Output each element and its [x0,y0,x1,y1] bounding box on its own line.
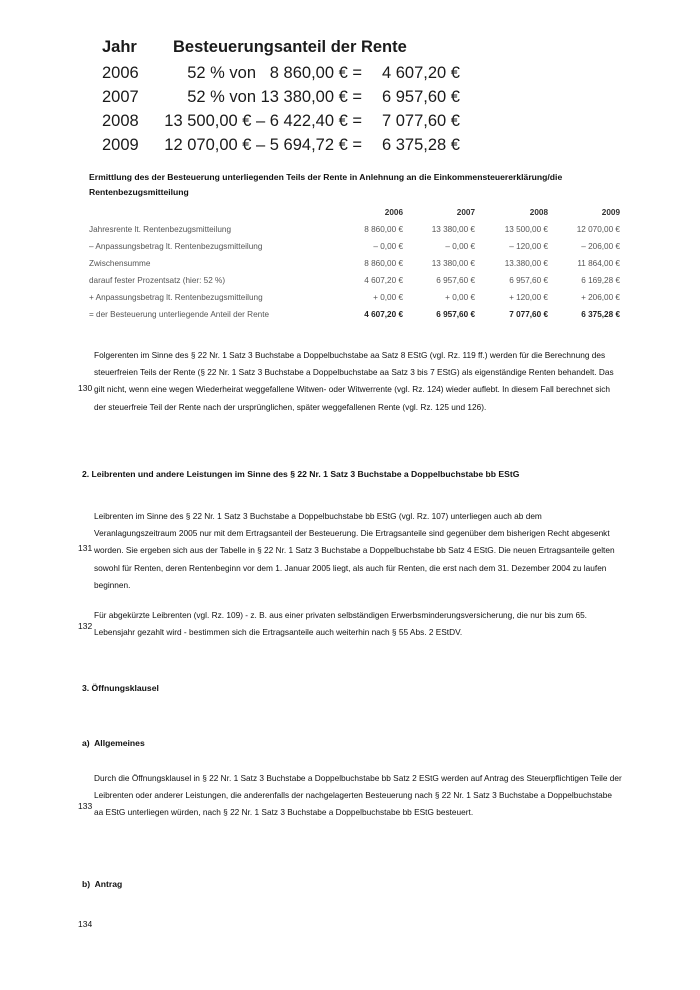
share-table-row [102,64,482,84]
margin-number: 131 [78,543,93,553]
share-result: 6 375,28 € [382,136,460,154]
share-year: 2009 [102,136,139,154]
cell: 7 077,60 € [509,310,548,319]
share-year: 2006 [102,64,139,82]
row-label: + Anpassungsbetrag lt. Rentenbezugsmitteilung [89,293,263,302]
paragraph-131: Leibrenten im Sinne des § 22 Nr. 1 Satz 3 Buchstabe a Doppelbuchstabe bb EStG (vgl. Rz. 107) unterliegen auch ab dem Veranlagungszeitraum 2005 nur mit dem Ertragsanteil der Besteuerung. Die Ertragsanteile sind gegenüber dem bisherigen Recht abgesenkt worden. Sie ergeben sich aus der Tabelle in § 22 Nr. 1 Satz 3 Buchstabe a Doppelbuchstabe bb Satz 4 EStG. Die neuen Ertragsanteile gelten sowohl für Renten, deren Rentenbeginn vor dem 1. Januar 2005 liegt, als auch für Renten, die erst nach dem 31. Dezember 2004 zu laufen beginnen. [94,511,615,590]
cell: 13 380,00 € [431,259,475,268]
share-year: 2008 [102,112,139,130]
paragraph-133: Durch die Öffnungsklausel in § 22 Nr. 1 Satz 3 Buchstabe a Doppelbuchstabe bb Satz 2 EStG werden auf Antrag des Steuerpflichtigen Teile der Leibrenten oder anderer Leistungen, die anderenfalls der nachgelagerten Besteuerung nach § 22 Nr. 1 Satz 3 Buchstabe a Doppelbuchstabe aa EStG unterliegen würden, nach § 22 Nr. 1 Satz 3 Buchstabe a Doppelbuchstabe bb EStG besteuert. [94,773,622,818]
table-row [89,259,624,273]
subsection-heading-a: a) Allgemeines [82,738,145,748]
margin-number: 132 [78,621,93,631]
row-label: Zwischensumme [89,259,151,268]
margin-number: 134 [78,919,93,929]
cell: 6 957,60 € [436,276,475,285]
share-calc: 13 500,00 € – 6 422,40 € = [164,112,362,130]
row-label: Jahresrente lt. Rentenbezugsmitteilung [89,225,231,234]
cell: + 120,00 € [509,293,548,302]
share-result: 6 957,60 € [382,88,460,106]
paragraph-130: Folgerenten im Sinne des § 22 Nr. 1 Satz 3 Buchstabe a Doppelbuchstabe aa Satz 8 EStG (vgl. Rz. 119 ff.) werden für die Berechnung des steuerfreien Teils der Rente (§ 22 Nr. 1 Satz 3 Buchstabe a Doppelbuchstabe aa Satz 3 bis 7 EStG) als eigenständige Renten behandelt. Das gilt nicht, wenn eine wegen Wiederheirat weggefallene Witwen- oder Witwerrente (vgl. Rz. 124) wieder auflebt. In diesem Fall berechnet sich der steuerfreie Teil der Rente nach der ursprünglichen, später weggefallenen Rente (vgl. Rz. 125 und 126). [94,350,614,412]
section-heading-2: 2. Leibrenten und andere Leistungen im Sinne des § 22 Nr. 1 Satz 3 Buchstabe a Doppelbuchstabe bb EStG [82,469,520,479]
cell: 11 864,00 € [577,259,620,268]
calculation-table [89,208,624,323]
share-calc: 52 % von 8 860,00 € = [187,64,362,82]
cell: 12 070,00 € [576,225,620,234]
share-result: 7 077,60 € [382,112,460,130]
share-year: 2007 [102,88,139,106]
year-header: 2009 [601,208,620,217]
cell: – 0,00 € [373,242,403,251]
paragraph-132: Für abgekürzte Leibrenten (vgl. Rz. 109) - z. B. aus einer privaten selbständigen Erwerbsminderungsversicherung, die nur bis zum 65. Lebensjahr gezahlt wird - bestimmen sich die Ertragsanteile auch weiterhin nach § 55 Abs. 2 EStDV. [94,610,587,638]
table-row [89,276,624,290]
cell: 6 957,60 € [436,310,475,319]
share-calc: 12 070,00 € – 5 694,72 € = [164,136,362,154]
table-row-total [89,310,624,324]
share-result: 4 607,20 € [382,64,460,82]
cell: + 206,00 € [581,293,620,302]
table-caption: Ermittlung des der Besteuerung unterliegenden Teils der Rente in Anlehnung an die Einkommensteuererklärung/die Rentenbezugsmitteilung [89,172,563,197]
share-calc: 52 % von 13 380,00 € = [187,88,362,106]
share-table-row [102,136,482,156]
section-heading-3: 3. Öffnungsklausel [82,683,159,693]
row-label: darauf fester Prozentsatz (hier: 52 %) [89,276,226,285]
cell: 6 375,28 € [581,310,620,319]
share-table-header-year: Jahr [102,38,137,56]
cell: 6 957,60 € [509,276,548,285]
year-header: 2007 [456,208,475,217]
year-header: 2006 [384,208,403,217]
margin-number: 130 [78,383,93,393]
year-header: 2008 [529,208,548,217]
subsection-heading-b: b) Antrag [82,879,123,889]
cell: 4 607,20 € [364,310,403,319]
cell: 13 380,00 € [431,225,475,234]
margin-number: 133 [78,801,93,811]
cell: – 120,00 € [509,242,548,251]
row-label: – Anpassungsbetrag lt. Rentenbezugsmitteilung [89,242,263,251]
share-table-row [102,112,482,132]
cell: 4 607,20 € [364,276,403,285]
table-row [89,293,624,307]
table-row [89,225,624,239]
row-label: = der Besteuerung unterliegende Anteil der Rente [89,310,270,319]
cell: 13.380,00 € [504,259,548,268]
cell: 8 860,00 € [364,259,403,268]
cell: 6 169,28 € [581,276,620,285]
table-row [89,242,624,256]
calculation-table-header [89,208,624,222]
share-table [102,38,482,158]
cell: 13 500,00 € [504,225,548,234]
cell: 8 860,00 € [364,225,403,234]
cell: – 0,00 € [445,242,475,251]
cell: – 206,00 € [581,242,620,251]
cell: + 0,00 € [373,293,403,302]
cell: + 0,00 € [445,293,475,302]
share-table-row [102,88,482,108]
share-table-header-label: Besteuerungsanteil der Rente [173,38,407,56]
